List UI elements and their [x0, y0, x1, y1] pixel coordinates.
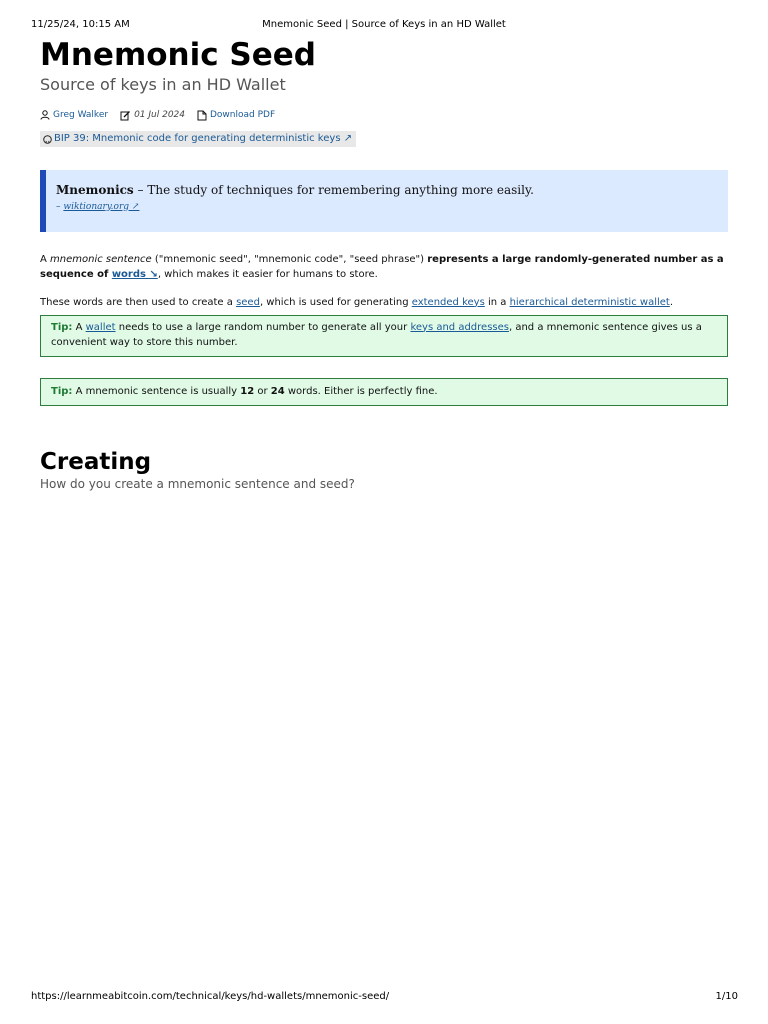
quote-source-prefix: – [56, 201, 64, 212]
bold-statement: represents a large randomly-generated number as a sequence of [40, 253, 724, 280]
quote-definition: – The study of techniques for remembering anything more easily. [133, 182, 534, 197]
word-count-12: 12 [240, 385, 255, 397]
bip-link[interactable] [40, 131, 356, 147]
text-span: , and a mnemonic sentence gives us a convenient way to store this number. [51, 321, 702, 348]
github-icon [43, 135, 52, 144]
pdf-file-icon [197, 110, 207, 121]
text-span: These words are then used to create a [40, 296, 237, 308]
tip-label: Tip: [51, 385, 73, 397]
text-span: needs to use a large random number to generate all your [115, 321, 411, 333]
definition-quote [40, 170, 728, 232]
text-span: A [72, 321, 86, 333]
tip-box-wallet [40, 315, 728, 357]
print-url: https://learnmeabitcoin.com/technical/keys/hd-wallets/mnemonic-seed/ [31, 991, 390, 1002]
tip-box-word-count [40, 378, 728, 406]
download-pdf-link[interactable]: Download PDF [210, 110, 276, 120]
edit-icon [120, 110, 131, 121]
quote-text [56, 182, 716, 198]
text-span: . [669, 296, 674, 308]
text-span: words. Either is perfectly fine. [284, 385, 438, 397]
text-span: or [254, 385, 271, 397]
extended-keys-link[interactable]: extended keys [411, 296, 485, 308]
quote-source [56, 202, 716, 212]
mnemonic-sentence-term: mnemonic sentence [50, 253, 152, 265]
print-page-title: Mnemonic Seed | Source of Keys in an HD Wallet [262, 19, 506, 30]
article [40, 36, 728, 492]
text-span: ("mnemonic seed", "mnemonic code", "seed phrase") [151, 253, 428, 265]
word-count-24: 24 [270, 385, 285, 397]
article-meta [40, 109, 728, 121]
text-span: , which makes it easier for humans to store. [157, 268, 378, 280]
quote-term: Mnemonics [56, 182, 134, 197]
seed-link[interactable]: seed [236, 296, 260, 308]
print-header [0, 19, 768, 33]
intro-paragraph [40, 252, 728, 282]
print-datetime: 11/25/24, 10:15 AM [31, 19, 130, 30]
page-title: Mnemonic Seed [40, 37, 316, 73]
text-span: A mnemonic sentence is usually [72, 385, 241, 397]
hd-wallet-link[interactable]: hierarchical deterministic wallet [509, 296, 670, 308]
section-heading-creating: Creating [40, 448, 152, 475]
wiktionary-link[interactable]: wiktionary.org ↗ [63, 201, 140, 212]
section-subheading: How do you create a mnemonic sentence and seed? [40, 476, 355, 491]
user-icon [40, 110, 50, 120]
date-meta [120, 109, 185, 121]
page-number: 1/10 [715, 991, 738, 1002]
download-meta [197, 109, 275, 121]
keys-and-addresses-link[interactable]: keys and addresses [410, 321, 509, 333]
text-span: A [40, 253, 51, 265]
tip-label: Tip: [51, 321, 73, 333]
publish-date: 01 Jul 2024 [134, 110, 185, 120]
seed-paragraph [40, 295, 728, 310]
page-subtitle: Source of keys in an HD Wallet [40, 75, 286, 94]
wallet-link[interactable]: wallet [85, 321, 116, 333]
author-link[interactable]: Greg Walker [53, 110, 109, 120]
bip-link-label: BIP 39: Mnemonic code for generating deterministic keys ↗ [54, 133, 353, 144]
text-span: , which is used for generating [259, 296, 412, 308]
words-link[interactable]: words ↘ [111, 268, 158, 280]
author-meta [40, 109, 108, 121]
text-span: in a [484, 296, 510, 308]
